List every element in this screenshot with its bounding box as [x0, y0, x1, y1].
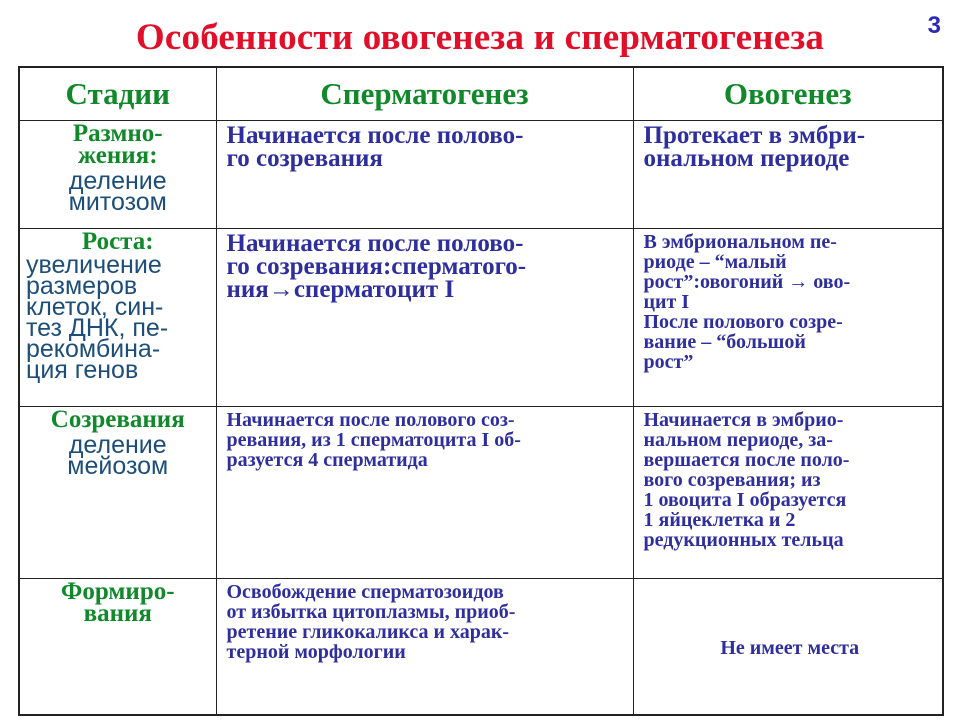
- stage-name: Созревания: [50, 406, 185, 433]
- stage-description: деление мейозом: [67, 431, 169, 480]
- header-stages: Стадии: [19, 67, 216, 121]
- spermatogenesis-cell: Начинается после полово- го созревания: [216, 121, 633, 229]
- oogenesis-cell: Не имеет места: [633, 579, 943, 715]
- table-row: [19, 229, 943, 407]
- stage-cell: [19, 579, 216, 715]
- stage-cell: [19, 407, 216, 579]
- page-title: Особенности овогенеза и сперматогенеза: [135, 17, 825, 58]
- stage-name: Размно- жения:: [72, 120, 163, 169]
- stage-name: Роста:: [81, 228, 154, 255]
- table-header-row: [19, 67, 943, 121]
- table-row: [19, 579, 943, 715]
- stage-description: деление митозом: [68, 167, 167, 216]
- oogenesis-cell: Протекает в эмбри- ональном периоде: [633, 121, 943, 229]
- header-oogenesis: Овогенез: [633, 67, 943, 121]
- stage-cell: [19, 121, 216, 229]
- comparison-table: [18, 66, 944, 716]
- stage-cell: [19, 229, 216, 407]
- spermatogenesis-cell: Освобождение сперматозоидов от избытка цитоплазмы, приоб- ретение гликокаликса и харак- терной морфологии: [216, 579, 633, 715]
- stage-name: Формиро- вания: [60, 578, 175, 627]
- oogenesis-cell: Начинается в эмбрио- нальном периоде, за- вершается после поло- вого созревания; из 1 овоцита I образуется 1 яйцеклетка и 2 редукционных тельца: [633, 407, 943, 579]
- header-spermatogenesis: Сперматогенез: [216, 67, 633, 121]
- table-row: [19, 407, 943, 579]
- spermatogenesis-cell: Начинается после полового соз- ревания, из 1 сперматоцита I об- разуется 4 сперматида: [216, 407, 633, 579]
- stage-description: увеличение размеров клеток, син- тез ДНК, пе- рекомбина- ция генов: [26, 251, 169, 384]
- spermatogenesis-cell: Начинается после полово- го созревания:сперматого- ния→сперматоцит I: [216, 229, 633, 407]
- oogenesis-cell: В эмбриональном пе- риоде – “малый рост”:овогоний → ово- цит I После полового созре- вание – “большой рост”: [633, 229, 943, 407]
- slide-number: 3: [927, 12, 941, 39]
- table-row: [19, 121, 943, 229]
